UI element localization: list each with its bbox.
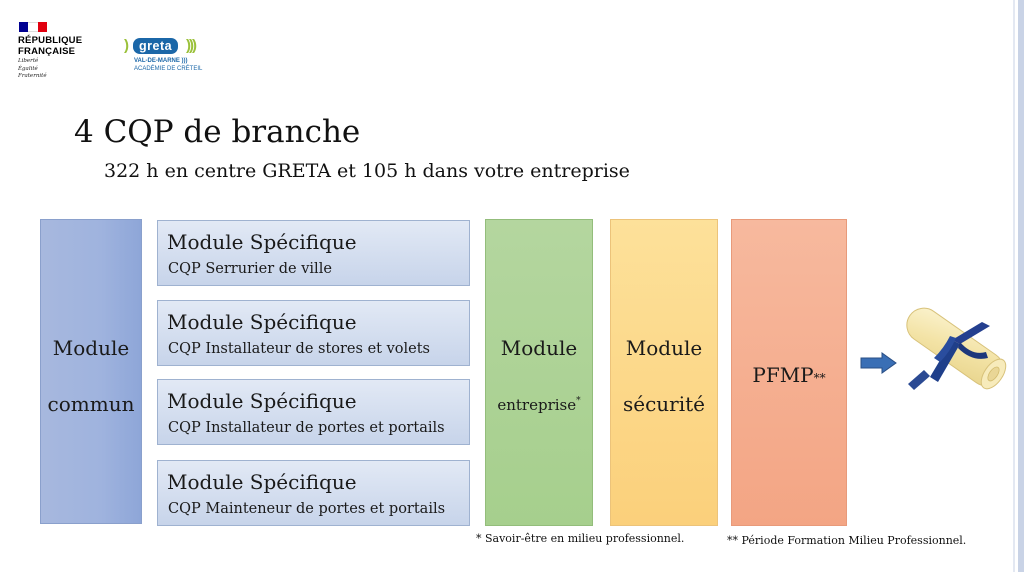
pfmp-label: PFMP xyxy=(752,363,814,387)
module-entreprise-asterisk: * xyxy=(576,396,581,406)
module-specifique-cqp: CQP Mainteneur de portes et portails xyxy=(168,501,446,517)
module-specifique-heading: Module Spécifique xyxy=(167,230,357,254)
footnote-pfmp: ** Période Formation Milieu Professionnel. xyxy=(727,534,967,547)
right-edge-stripe-thin xyxy=(1013,0,1015,572)
french-flag-icon xyxy=(19,22,47,32)
footnote-savoir-etre: * Savoir-être en milieu professionnel. xyxy=(476,532,685,545)
diploma-scroll-icon xyxy=(890,292,1020,402)
module-entreprise-label: entreprise xyxy=(497,396,577,414)
francaise-line: FRANÇAISE xyxy=(18,46,76,57)
pfmp-box xyxy=(731,219,847,526)
greta-logo xyxy=(124,36,210,80)
module-securite-line2: sécurité xyxy=(622,392,705,416)
page-subtitle: 322 h en centre GRETA et 105 h dans votre entreprise xyxy=(104,160,630,182)
greta-wordmark: greta xyxy=(133,38,178,54)
module-specifique-cqp: CQP Installateur de portes et portails xyxy=(168,420,445,436)
pfmp-label-line xyxy=(732,363,846,387)
page-title: 4 CQP de branche xyxy=(74,114,361,150)
module-entreprise-line2 xyxy=(486,396,592,414)
greta-left-waves-icon: ) xyxy=(124,37,129,54)
greta-academie: ACADÉMIE DE CRÉTEIL xyxy=(134,66,203,72)
module-commun-box xyxy=(40,219,142,524)
module-specifique-cqp: CQP Serrurier de ville xyxy=(168,261,332,277)
republique-line: RÉPUBLIQUE xyxy=(18,35,83,46)
module-entreprise-line1: Module xyxy=(500,336,578,360)
module-commun-line2: commun xyxy=(47,392,135,416)
module-specifique-heading: Module Spécifique xyxy=(167,389,357,413)
module-specifique-mainteneur-portes xyxy=(157,460,470,526)
module-specifique-stores-volets xyxy=(157,300,470,366)
module-specifique-installateur-portes xyxy=(157,379,470,445)
module-commun-line1: Module xyxy=(52,336,130,360)
motto-liberte: Liberté xyxy=(18,58,39,64)
module-entreprise-box xyxy=(485,219,593,526)
module-securite-line1: Module xyxy=(625,336,703,360)
motto-fraternite: Fraternité xyxy=(18,73,47,79)
module-specifique-heading: Module Spécifique xyxy=(167,470,357,494)
module-specifique-serrurier xyxy=(157,220,470,286)
module-specifique-heading: Module Spécifique xyxy=(167,310,357,334)
greta-region: VAL-DE-MARNE ))) xyxy=(134,58,188,64)
greta-right-waves-icon: ))) xyxy=(186,37,195,54)
pfmp-asterisks: ** xyxy=(813,371,826,385)
motto-egalite: Égalité xyxy=(18,65,38,72)
republique-francaise-logo xyxy=(18,22,82,80)
right-edge-stripe xyxy=(1018,0,1024,572)
module-securite-box xyxy=(610,219,718,526)
module-specifique-cqp: CQP Installateur de stores et volets xyxy=(168,341,430,357)
